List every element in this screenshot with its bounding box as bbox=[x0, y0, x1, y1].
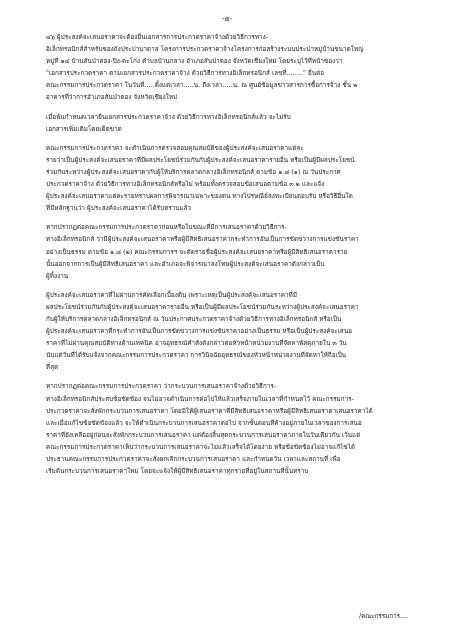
text-line: "เอกสารประกวดราคา ตามเอกสารประกวดราคาจ้าง ด้วยวิธีการทางอิเล็กทรอนิกส์ เลขที่........" ยื่นต่อ bbox=[46, 70, 325, 78]
page-number: -๕- bbox=[221, 15, 233, 23]
text-line: เอกสารเพิ่มเติมโดยเด็ดขาด bbox=[46, 125, 122, 133]
text-line: คณะกรรมการประกวดราคาเห็นว่ากระบวนการเสนอราคาจะไม่แล้วเสร็จได้โดยง่าย หรือข้อขัดข้องไม่อาจแก้ไขได้ bbox=[46, 443, 355, 451]
text-line: ประธานคณะกรรมการประกวดราคาจะสั่งยกเลิกกระบวนการเสนอราคา และกำหนดวัน เวลาและสถานที่ เพื่อ bbox=[46, 456, 341, 463]
text-line: และเมื่อแก้ไขข้อขัดข้องแล้ว จะให้ดำเนินกระบวนการเสนอราคาต่อไป จากขั้นตอนที่ค้างอยู่ภายในเวลาของการเสนอ bbox=[46, 419, 362, 427]
text-line: หมู่ที่ ๑๔ บ้านสันป่าตอง-ปิง-ตะโก่ง ตำบลบ้านกลาง อำเภอสันป่าตอง จังหวัดเชียงใหม่ โดยระบุไว้ที่หน้าซองว่า bbox=[46, 58, 343, 66]
text-line: นั้นออกจากการเป็นผู้มีสิทธิเสนอราคา และอำเภอจะพิจารณาลงโทษผู้ประสงค์จะเสนอราคาดังกล่าวเป็น bbox=[46, 260, 325, 268]
text-line: อิเล็กทรอนิกส์สำหรับซองถังประปาบาดาล โครงการประกวดราคาจ้างโครงการก่อสร้างระบบประปาหมู่บ้านขนาดใหญ่ bbox=[46, 46, 364, 54]
text-line: ที่สุด bbox=[46, 364, 59, 372]
text-line: ราคาที่ยังเหลืออยู่ก่อนจะสั่งพักกระบวนการเสนอราคา แต่ต้องสิ้นสุดกระบวนการเสนอราคาภายในวันเดียวกัน เว้นแต่ bbox=[46, 431, 361, 439]
paragraph-technical-issue bbox=[46, 381, 408, 478]
text-line: เริ่มต้นกระบวนการเสนอราคาใหม่ โดยจะแจ้งให้ผู้มีสิทธิเสนอราคาทุกรายที่อยู่ในสถานที่นั้นทราบ bbox=[46, 468, 309, 476]
text-line: หากปรากฏต่อคณะกรรมการประกวดราคาก่อนหรือในขณะที่มีการเสนอราคาด้วยวิธีการ- bbox=[46, 224, 287, 232]
text-line: ผลประโยชน์ร่วมกันกับผู้ประสงค์จะเสนอราคารายอื่น หรือเป็นผู้มีผลประโยชน์ร่วมกันระหว่างผู้ประสงค์จะเสนอราคา bbox=[46, 303, 359, 311]
text-line: เมื่อพ้นกำหนดเวลายื่นเอกสารประกวดราคาจ้าง ด้วยวิธีการทางอิเล็กทรอนิกส์แล้ว จะไม่รับ bbox=[46, 113, 291, 121]
paragraph-obstruction bbox=[46, 222, 408, 282]
text-line: คณะกรรมการประกวดราคา จะดำเนินการตรวจสอบคุณสมบัติของผู้ประสงค์จะเสนอราคาแต่ละ bbox=[46, 144, 304, 152]
text-line: ผู้ประสงค์จะเสนอราคาที่ไม่ผ่านการคัดเลือกเบื้องต้น เพราะเหตุเป็นผู้ประสงค์จะเสนอราคาที่มี bbox=[46, 291, 298, 299]
paragraph-qualification-check bbox=[46, 143, 408, 216]
text-line: อย่างเป็นธรรม ตามข้อ ๑.๘ (๒) คณะกรรมการฯ จะตัดรายชื่อผู้ประสงค์จะเสนอราคาหรือผู้มีสิทธิเสนอราคาราย bbox=[46, 248, 348, 256]
text-line: ผู้ทิ้งงาน bbox=[46, 272, 69, 280]
text-line: ประกวดราคาจะสั่งพักกระบวนการเสนอราคา โดยมิให้ผู้เสนอราคาที่มีสิทธิเสนอราคาหรือผู้มีสิทธิเสนอราคาเสนอราคาได้ bbox=[46, 407, 373, 415]
text-line: ประกวดราคาจ้าง ด้วยวิธีการทางอิเล็กทรอนิกส์หรือไม่ พร้อมทั้งตรวจสอบข้อเสนอตามข้อ ๓.๒ และแจ้ง bbox=[46, 181, 325, 189]
text-line: ทางอิเล็กทรอนิกส์ประสบข้อขัดข้อง จนไม่อาจดำเนินการต่อไปให้แล้วเสร็จภายในเวลาที่กำหนดไว้ คณะกรรมการ- bbox=[46, 395, 354, 403]
text-line: ที่มีหลักฐานว่า ผู้ประสงค์จะเสนอราคาได้รับทราบแล้ว bbox=[46, 205, 192, 213]
text-line: ทางอิเล็กทรอนิกส์ ว่ามีผู้ประสงค์จะเสนอราคาหรือผู้มีสิทธิเสนอราคากระทำการอันเป็นการขัดขวางการแข่งขันราคา bbox=[46, 236, 359, 244]
text-line: ผู้ประสงค์จะเสนอราคาที่กระทำการอันเป็นการขัดขวางการแข่งขันราคาอย่างเป็นธรรม หรือเป็นผู้ประสงค์จะเสนอ bbox=[46, 328, 353, 336]
paragraph-appeal bbox=[46, 290, 408, 375]
text-line: ราคาที่ไม่ผ่านคุณสมบัติทางด้านเทคนิค อาจอุทธรณ์คำสั่งดังกล่าวต่อหัวหน้าหน่วยงานที่จัดหาพัสดุภายใน ๓ วัน bbox=[46, 340, 347, 348]
text-line: หากปรากฏต่อคณะกรรมการประกวดราคา ว่ากระบวนการเสนอราคาจ้างด้วยวิธีการ- bbox=[46, 383, 277, 391]
paragraph-submission bbox=[46, 32, 408, 105]
text-line: นับแต่วันที่ได้รับแจ้งจากคณะกรรมการประกวดราคา การวินิจฉัยอุทธรณ์ของหัวหน้าหน่วยงานที่จัดหาให้ถือเป็น bbox=[46, 352, 347, 360]
continuation-marker: /คณะกรรมการ.... bbox=[358, 613, 408, 620]
paragraph-deadline bbox=[46, 112, 408, 136]
text-line: รายว่าเป็นผู้ประสงค์จะเสนอราคาที่มีผลประโยชน์ร่วมกันกับผู้ประสงค์จะเสนอราคารายอื่น หรือเป็นผู้มีผลประโยชน์ bbox=[46, 156, 355, 164]
text-line: ๔๖ ผู้ประสงค์จะเสนอราคาจะต้องยื่นเอกสารการประกวดราคาจ้างด้วยวิธีการทาง- bbox=[46, 34, 268, 41]
text-line: ร่วมกันระหว่างผู้ประสงค์จะเสนอราคากับผู้ให้บริการตลาดกลางอิเล็กทรอนิกส์ ตามข้อ ๑.๘ (๑) ณ วันประกาศ bbox=[46, 168, 341, 176]
text-line: อาคารที่ว่าการอำเภอสันป่าตอง จังหวัดเชียงใหม่ bbox=[46, 94, 178, 102]
text-line: ผู้ประสงค์จะเสนอราคาแต่ละรายทราบผลการพิจารณาเฉพาะของตน ทางไปรษณีย์ลงทะเบียนตอบรับ หรือวิธีอื่นใด bbox=[46, 193, 353, 201]
text-line: คณะกรรมการประกวดราคา ในวันที่.....ตั้งแต่เวลา.....น. ถึงเวลา.....น. ณ ศูนย์ข้อมูลข่าวสารการซื้อการจ้าง ชั้น ๒ bbox=[46, 82, 358, 90]
text-line: กับผู้ให้บริการตลาดกลางอิเล็กทรอนิกส์ ณ วันประกาศประกวดราคาจ้างด้วยวิธีการทางอิเล็กทรอนิกส์ หรือเป็น bbox=[46, 315, 342, 323]
